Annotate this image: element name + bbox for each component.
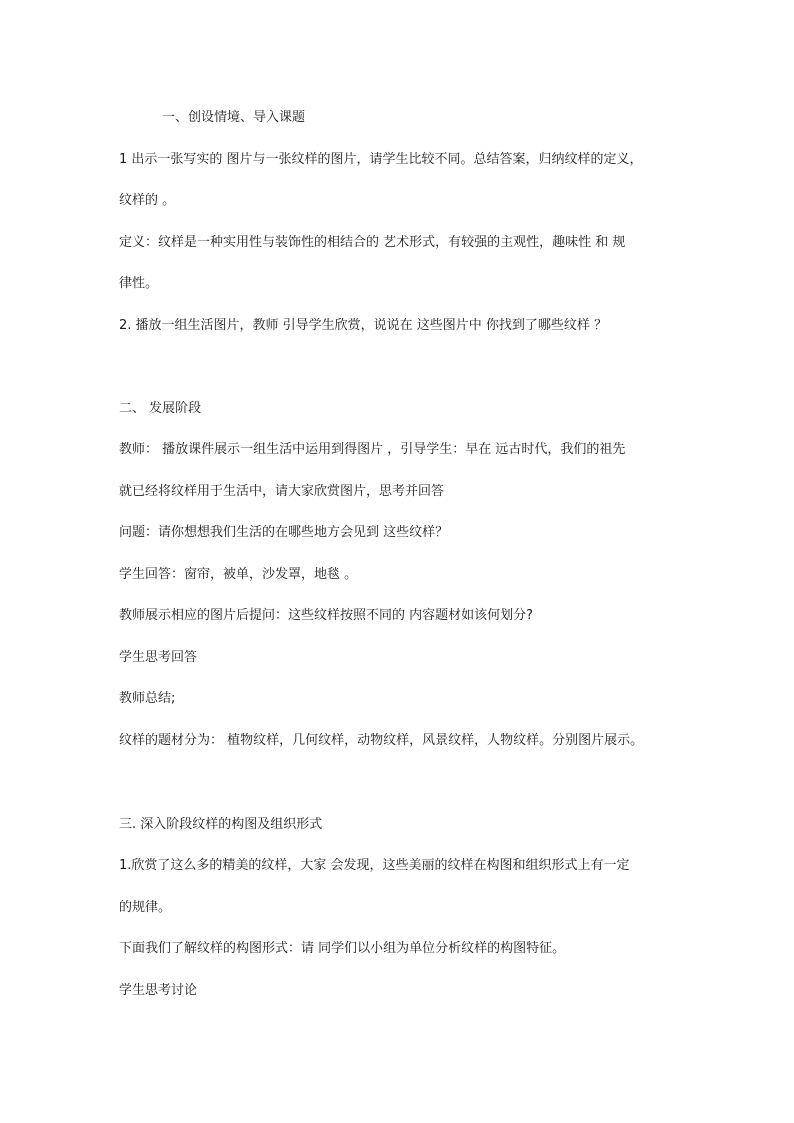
paragraph-line: 学生思考回答 <box>119 650 198 665</box>
section-heading-2: 二、 发展阶段 <box>119 401 202 416</box>
paragraph-line: 定义：纹样是一种实用性与装饰性的相结合的 艺术形式，有较强的主观性，趣味性 和 规 <box>119 235 626 250</box>
section-heading-3: 三. 深入阶段纹样的构图及组织形式 <box>119 817 323 832</box>
paragraph-line: 纹样的 。 <box>119 193 176 208</box>
paragraph-line: 1.欣赏了这么多的精美的纹样，大家 会发现，这些美丽的纹样在构图和组织形式上有一定 <box>119 858 630 873</box>
paragraph-line: 问题：请你想想我们生活的在哪些地方会见到 这些纹样？ <box>119 525 449 540</box>
paragraph-line: 下面我们了解纹样的构图形式：请 同学们以小组为单位分析纹样的构图特征。 <box>119 941 566 956</box>
paragraph-line: 教师： 播放课件展示一组生活中运用到得图片 ，引导学生：早在 远古时代，我们的祖先 <box>119 442 626 457</box>
paragraph-line: 律性。 <box>119 276 159 291</box>
paragraph-line: 学生思考讨论 <box>119 983 198 998</box>
paragraph-line: 学生回答：窗帘，被单，沙发罩，地毯 。 <box>119 567 358 582</box>
paragraph-line: 纹样的题材分为： 植物纹样，几何纹样，动物纹样，风景纹样，人物纹样。分别图片展示。 <box>119 733 644 748</box>
section-heading-1: 一、创设情境、导入课题 <box>162 110 306 125</box>
paragraph-line: 的规律。 <box>119 900 172 915</box>
paragraph-line: 就已经将纹样用于生活中，请大家欣赏图片，思考并回答 <box>119 484 445 499</box>
paragraph-line: 教师总结; <box>119 691 176 706</box>
paragraph-line: 2. 播放一组生活图片，教师 引导学生欣赏，说说在 这些图片中 你找到了哪些纹样 ？ <box>119 318 608 333</box>
paragraph-line: 教师展示相应的图片后提问：这些纹样按照不同的 内容题材如该何划分? <box>119 608 534 623</box>
paragraph-line: 1 出示一张写实的 图片与一张纹样的图片，请学生比较不同。总结答案，归纳纹样的定义， <box>119 152 643 167</box>
